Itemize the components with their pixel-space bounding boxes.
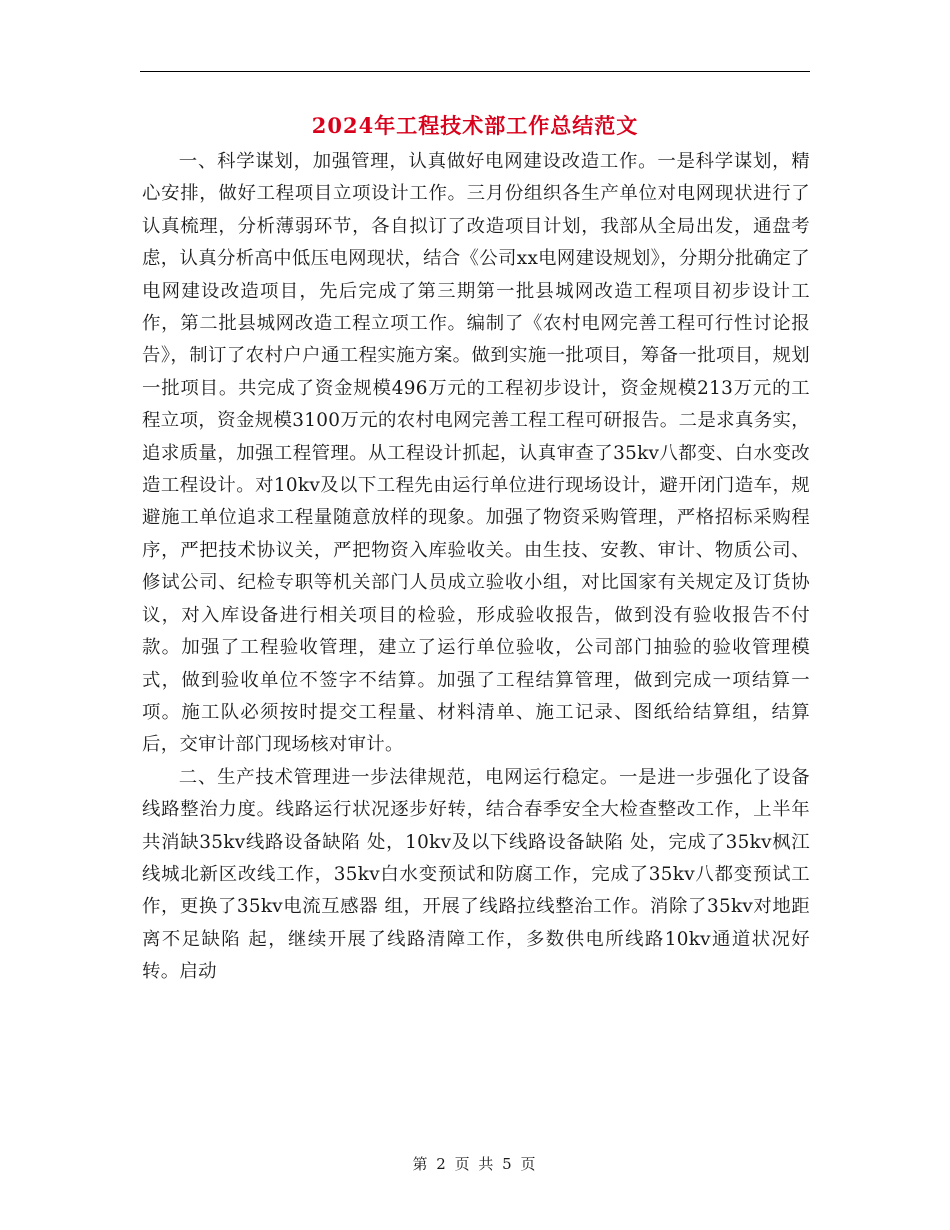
paragraph-1: 一、科学谋划，加强管理，认真做好电网建设改造工作。一是科学谋划，精心安排，做好工程项目立项设计工作。三月份组织各生产单位对电网现状进行了认真梳理，分析薄弱环节，各自拟订了改造项目计划，我部从全局出发，通盘考虑，认真分析高中低压电网现状，结合《公司xx电网建设规划》，分期分批确定了电网建设改造项目，先后完成了第三期第一批县城网改造工程项目初步设计工作，第二批县城网改造工程立项工作。编制了《农村电网完善工程可行性讨论报告》，制订了农村户户通工程实施方案。做到实施一批项目，筹备一批项目，规划一批项目。共完成了资金规模496万元的工程初步设计，资金规模213万元的工程立项，资金规模3100万元的农村电网完善工程工程可研报告。二是求真务实，追求质量，加强工程管理。从工程设计抓起，认真审查了35kv八都变、白水变改造工程设计。对10kv及以下工程先由运行单位进行现场设计，避开闭门造车，规避施工单位追求工程量随意放样的现象。加强了物资采购管理，严格招标采购程序，严把技术协议关，严把物资入库验收关。由生技、安教、审计、物质公司、修试公司、纪检专职等机关部门人员成立验收小组，对比国家有关规定及订货协议，对入库设备进行相关项目的检验，形成验收报告，做到没有验收报告不付款。加强了工程验收管理，建立了运行单位验收，公司部门抽验的验收管理模式，做到验收单位不签字不结算。加强了工程结算管理，做到完成一项结算一项。施工队必须按时提交工程量、材料清单、施工记录、图纸给结算组，结算后，交审计部门现场核对审计。	[142, 151, 810, 756]
document-body	[142, 146, 810, 989]
header-rule	[140, 71, 810, 72]
paragraph-2: 二、生产技术管理进一步法律规范，电网运行稳定。一是进一步强化了设备线路整治力度。线路运行状况逐步好转，结合春季安全大检查整改工作，上半年共消缺35kv线路设备缺陷 处，10kv及以下线路设备缺陷 处，完成了35kv枫江线城北新区改线工作，35kv白水变预试和防腐工作，完成了35kv八都变预试工作，更换了35kv电流互感器 组，开展了线路拉线整治工作。消除了35kv对地距离不足缺陷 起，继续开展了线路清障工作，多数供电所线路10kv通道状况好转。启动	[142, 766, 810, 983]
page-footer: 第 2 页 共 5 页	[412, 1155, 538, 1173]
document-title: 2024年工程技术部工作总结范文	[311, 113, 639, 138]
